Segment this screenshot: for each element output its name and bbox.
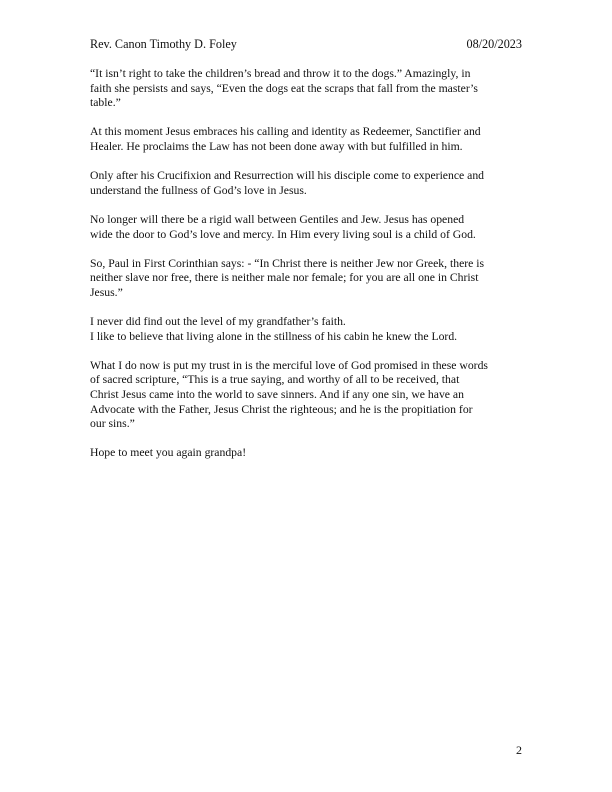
text-line: Hope to meet you again grandpa! — [90, 446, 247, 460]
header-author: Rev. Canon Timothy D. Foley — [90, 37, 237, 51]
text-line: Christ Jesus came into the world to save sinners. And if any one sin, we have an — [90, 388, 464, 402]
text-line: neither slave nor free, there is neither male nor female; for you are all one in Christ — [90, 271, 479, 285]
text-line: At this moment Jesus embraces his calling and identity as Redeemer, Sanctifier and — [90, 125, 481, 139]
document-body — [90, 67, 524, 476]
paragraph — [90, 213, 524, 242]
text-line: Jesus.” — [90, 285, 123, 299]
paragraph — [90, 125, 524, 154]
text-line: of sacred scripture, “This is a true saying, and worthy of all to be received, that — [90, 373, 460, 387]
text-line: What I do now is put my trust in is the merciful love of God promised in these words — [90, 358, 488, 372]
paragraph — [90, 446, 524, 461]
text-line: faith she persists and says, “Even the dogs eat the scraps that fall from the master’s — [90, 81, 478, 95]
text-line: Only after his Crucifixion and Resurrection will his disciple come to experience and — [90, 169, 485, 183]
text-line: understand the fullness of God’s love in Jesus. — [90, 183, 307, 197]
text-line: table.” — [90, 96, 121, 110]
text-line: So, Paul in First Corinthian says: - “In Christ there is neither Jew nor Greek, there is — [90, 256, 485, 270]
text-line: I like to believe that living alone in the stillness of his cabin he knew the Lord. — [90, 329, 458, 343]
page-number: 2 — [516, 743, 522, 757]
text-line: Healer. He proclaims the Law has not been done away with but fulfilled in him. — [90, 139, 463, 153]
paragraph — [90, 359, 524, 432]
text-line: our sins.” — [90, 417, 135, 431]
text-line: No longer will there be a rigid wall between Gentiles and Jew. Jesus has opened — [90, 212, 465, 226]
paragraph — [90, 67, 524, 111]
paragraph — [90, 169, 524, 198]
text-line: Advocate with the Father, Jesus Christ the righteous; and he is the propitiation for — [90, 402, 473, 416]
page-header — [90, 37, 522, 52]
text-line: wide the door to God’s love and mercy. In Him every living soul is a child of God. — [90, 227, 476, 241]
text-line: I never did find out the level of my grandfather’s faith. — [90, 315, 346, 329]
header-date: 08/20/2023 — [466, 37, 522, 51]
text-line: “It isn’t right to take the children’s bread and throw it to the dogs.” Amazingly, in — [90, 67, 471, 80]
paragraph — [90, 315, 524, 344]
paragraph — [90, 257, 524, 301]
